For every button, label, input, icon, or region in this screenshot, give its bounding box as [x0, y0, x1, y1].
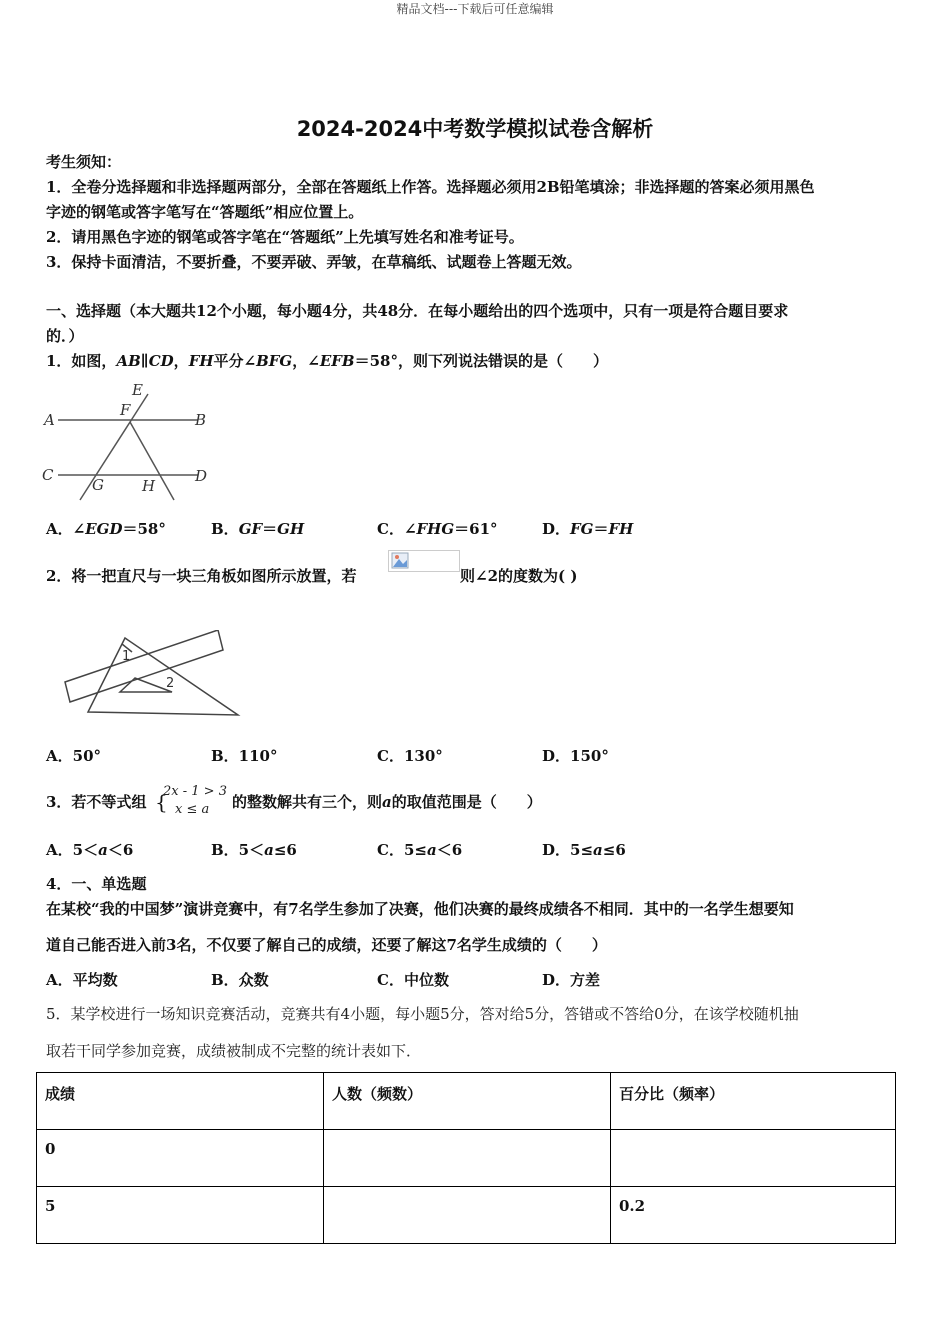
table-cell: 5	[37, 1187, 324, 1244]
notice-heading: 考生须知：	[46, 153, 122, 171]
q1-option-c[interactable]: C．∠FHG＝61°	[377, 520, 498, 538]
table-cell	[611, 1130, 896, 1187]
q1-option-a[interactable]: A．∠EGD＝58°	[46, 520, 166, 538]
table-cell: 0.2	[611, 1187, 896, 1244]
page-title: 2024-2024中考数学模拟试卷含解析	[296, 117, 654, 141]
label-D: D	[195, 467, 208, 485]
table-cell: 0	[37, 1130, 324, 1187]
q2-option-d[interactable]: D．150°	[542, 747, 609, 765]
question-5-stem-cont: 取若干同学参加竞赛，成绩被制成不完整的统计表如下．	[46, 1042, 422, 1060]
broken-image	[388, 550, 460, 572]
brace-icon: {	[155, 790, 168, 814]
table-header-cell: 百分比（频率）	[611, 1073, 896, 1130]
notice-item: 2．请用黑色字迹的钢笔或答字笔在“答题纸”上先填写姓名和准考证号。	[46, 228, 524, 246]
q4-option-a[interactable]: A．平均数	[46, 971, 118, 989]
label-E: E	[132, 381, 143, 399]
broken-image-icon	[391, 551, 411, 571]
angle-2-label: 2	[166, 676, 175, 691]
question-3-stem-a: 3．若不等式组	[46, 793, 147, 811]
table-cell	[324, 1187, 611, 1244]
inequality-line-2: x ≤ a	[175, 802, 210, 817]
notice-item: 3．保持卡面清洁，不要折叠，不要弄破、弄皱，在草稿纸、试题卷上答题无效。	[46, 253, 582, 271]
table-header-cell: 成绩	[37, 1073, 324, 1130]
table-header-row	[37, 1073, 896, 1130]
inequality-system	[163, 783, 227, 819]
angle-1-label: 1	[122, 649, 131, 664]
q3-option-d[interactable]: D．5≤a≤6	[542, 841, 626, 859]
q1-option-b[interactable]: B．GF＝GH	[211, 520, 305, 538]
label-F: F	[120, 401, 131, 419]
notice-item: 字迹的钢笔或答字笔写在“答题纸”相应位置上。	[46, 203, 364, 221]
table-row	[37, 1130, 896, 1187]
question-3-stem-b: 的整数解共有三个，则a的取值范围是（ ）	[232, 793, 542, 811]
table-header-cell: 人数（频数）	[324, 1073, 611, 1130]
page-header: 精品文档---下载后可任意编辑	[396, 2, 554, 16]
question-1-figure	[40, 380, 220, 505]
q4-option-b[interactable]: B．众数	[211, 971, 269, 989]
question-2-stem-a: 2．将一把直尺与一块三角板如图所示放置，若	[46, 567, 357, 585]
label-H: H	[142, 477, 156, 495]
label-B: B	[195, 411, 207, 429]
q2-option-b[interactable]: B．110°	[211, 747, 278, 765]
q4-option-d[interactable]: D．方差	[542, 971, 601, 989]
table-row	[37, 1187, 896, 1244]
section-heading: 一、选择题（本大题共12个小题，每小题4分，共48分．在每小题给出的四个选项中，只有一项是符合题目要求	[46, 302, 789, 320]
notice-item: 1．全卷分选择题和非选择题两部分，全部在答题纸上作答。选择题必须用2B铅笔填涂；非选择题的答案必须用黑色	[46, 178, 815, 196]
q1-option-d[interactable]: D．FG＝FH	[542, 520, 634, 538]
question-4-stem-cont: 道自己能否进入前3名，不仅要了解自己的成绩，还要了解这7名学生成绩的（ ）	[46, 936, 607, 954]
q2-option-a[interactable]: A．50°	[46, 747, 102, 765]
q3-option-b[interactable]: B．5＜a≤6	[211, 841, 297, 859]
q4-option-c[interactable]: C．中位数	[377, 971, 449, 989]
q2-option-c[interactable]: C．130°	[377, 747, 443, 765]
label-G: G	[92, 476, 104, 494]
label-C: C	[42, 466, 54, 484]
question-2-figure	[60, 630, 245, 720]
q3-option-a[interactable]: A．5＜a＜6	[46, 841, 134, 859]
inequality-line-1: 2x - 1 > 3	[163, 784, 227, 799]
score-table	[36, 1072, 896, 1244]
section-heading-cont: 的．）	[46, 327, 84, 345]
question-5-stem: 5．某学校进行一场知识竞赛活动，竞赛共有4小题，每小题5分，答对给5分，答错或不答给0分，在该学校随机抽	[46, 1005, 799, 1023]
question-4-stem: 在某校“我的中国梦”演讲竞赛中，有7名学生参加了决赛，他们决赛的最终成绩各不相同．其中的一名学生想要知	[46, 900, 794, 918]
label-A: A	[44, 411, 55, 429]
question-1-stem: 1．如图，AB∥CD，FH平分∠BFG，∠EFB＝58°，则下列说法错误的是（ ）	[46, 352, 608, 370]
question-2-stem-b: 则∠2的度数为( )	[460, 567, 578, 585]
question-4-heading: 4．一、单选题	[46, 875, 147, 893]
q3-option-c[interactable]: C．5≤a＜6	[377, 841, 463, 859]
table-cell	[324, 1130, 611, 1187]
